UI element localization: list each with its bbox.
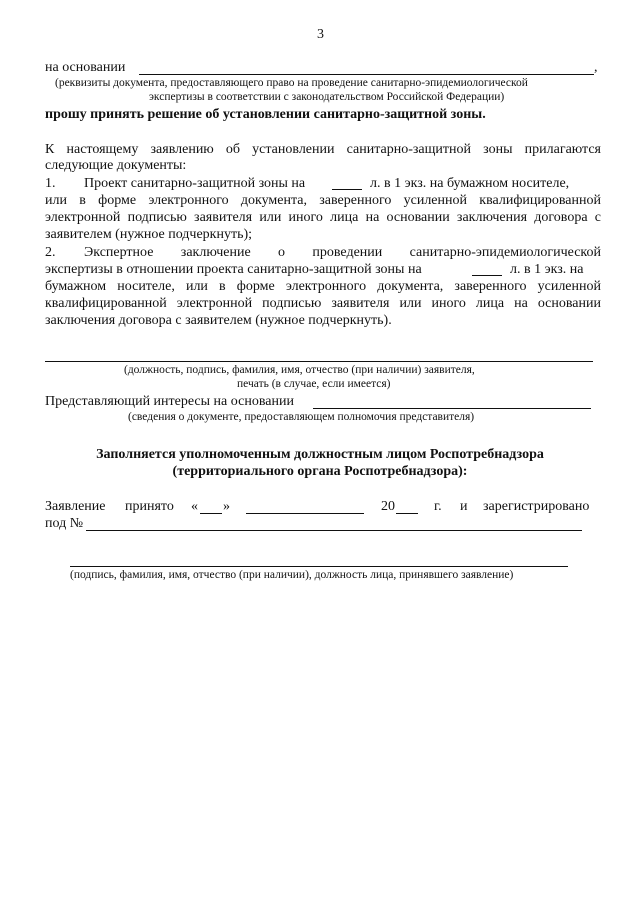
official-signature-caption: (подпись, фамилия, имя, отчество (при наличии), должность лица, принявшего заявление) xyxy=(70,569,514,581)
number-label: под № xyxy=(45,516,84,531)
item1-number: 1. xyxy=(45,176,56,191)
basis-label: на основании xyxy=(45,60,126,75)
signature-caption-line2: печать (в случае, если имеется) xyxy=(237,378,391,390)
basis-field-line xyxy=(139,74,594,75)
item1-line1a: Проект санитарно-защитной зоны на xyxy=(84,176,306,191)
request-text: прошу принять решение об установлении санитарно-защитной зоны. xyxy=(45,107,486,122)
basis-caption-line1: (реквизиты документа, предоставляющего право на проведение санитарно-эпидемиологической xyxy=(55,77,528,89)
registered-label: зарегистрировано xyxy=(483,499,590,514)
attachments-intro-line1: К настоящему заявлению об установлении санитарно-защитной зоны прилагаются xyxy=(45,142,601,157)
registration-number-field xyxy=(86,530,582,531)
representative-label: Представляющий интересы на основании xyxy=(45,394,294,409)
item2-line2b: л. в 1 экз. на xyxy=(510,262,584,277)
item1-line1b: л. в 1 экз. на бумажном носителе, xyxy=(370,176,570,191)
accepted-label: Заявление xyxy=(45,499,106,514)
item1-line4: заявителем (нужное подчеркнуть); xyxy=(45,227,253,242)
representative-field-line xyxy=(313,408,591,409)
signature-field-line xyxy=(45,361,593,362)
attachments-intro-line2: следующие документы: xyxy=(45,158,187,173)
year-suffix: г. xyxy=(434,499,442,514)
representative-caption: (сведения о документе, предоставляющем полномочия представителя) xyxy=(128,411,475,423)
accepted-label2: принято xyxy=(125,499,174,514)
item2-line3: бумажном носителе, или в форме электронного документа, заверенного усиленной xyxy=(45,279,601,294)
year-prefix: 20 xyxy=(381,499,395,514)
and-word: и xyxy=(460,499,468,514)
official-signature-line xyxy=(70,566,568,567)
page-number: 3 xyxy=(317,27,324,42)
item1-line3: электронной подписью заявителя или иного лица на основании заключения договора с xyxy=(45,210,601,225)
basis-trail: , xyxy=(594,60,598,75)
quote-close: » xyxy=(223,499,230,514)
official-heading-line1: Заполняется уполномоченным должностным лицом Роспотребнадзора xyxy=(96,447,544,462)
item2-line5: заключения договора с заявителем (нужное подчеркнуть). xyxy=(45,313,392,328)
basis-caption-line2: экспертизы в соответствии с законодательством Российской Федерации) xyxy=(149,91,505,103)
official-heading-line2: (территориального органа Роспотребнадзора): xyxy=(172,464,468,479)
year-field xyxy=(396,513,418,514)
signature-caption-line1: (должность, подпись, фамилия, имя, отчество (при наличии) заявителя, xyxy=(124,364,475,376)
item2-line1: Экспертное заключение о проведении санитарно-эпидемиологической xyxy=(84,245,601,260)
item2-pages-field xyxy=(472,275,502,276)
day-field xyxy=(200,513,222,514)
item1-line2: или в форме электронного документа, заверенного усиленной квалифицированной xyxy=(45,193,601,208)
item2-line2a: экспертизы в отношении проекта санитарно-защитной зоны на xyxy=(45,262,422,277)
quote-open: « xyxy=(191,499,198,514)
item1-pages-field xyxy=(332,189,362,190)
item2-line4: квалифицированной электронной подписью заявителя или иного лица на основании xyxy=(45,296,601,311)
item2-number: 2. xyxy=(45,245,56,260)
month-field xyxy=(246,513,364,514)
